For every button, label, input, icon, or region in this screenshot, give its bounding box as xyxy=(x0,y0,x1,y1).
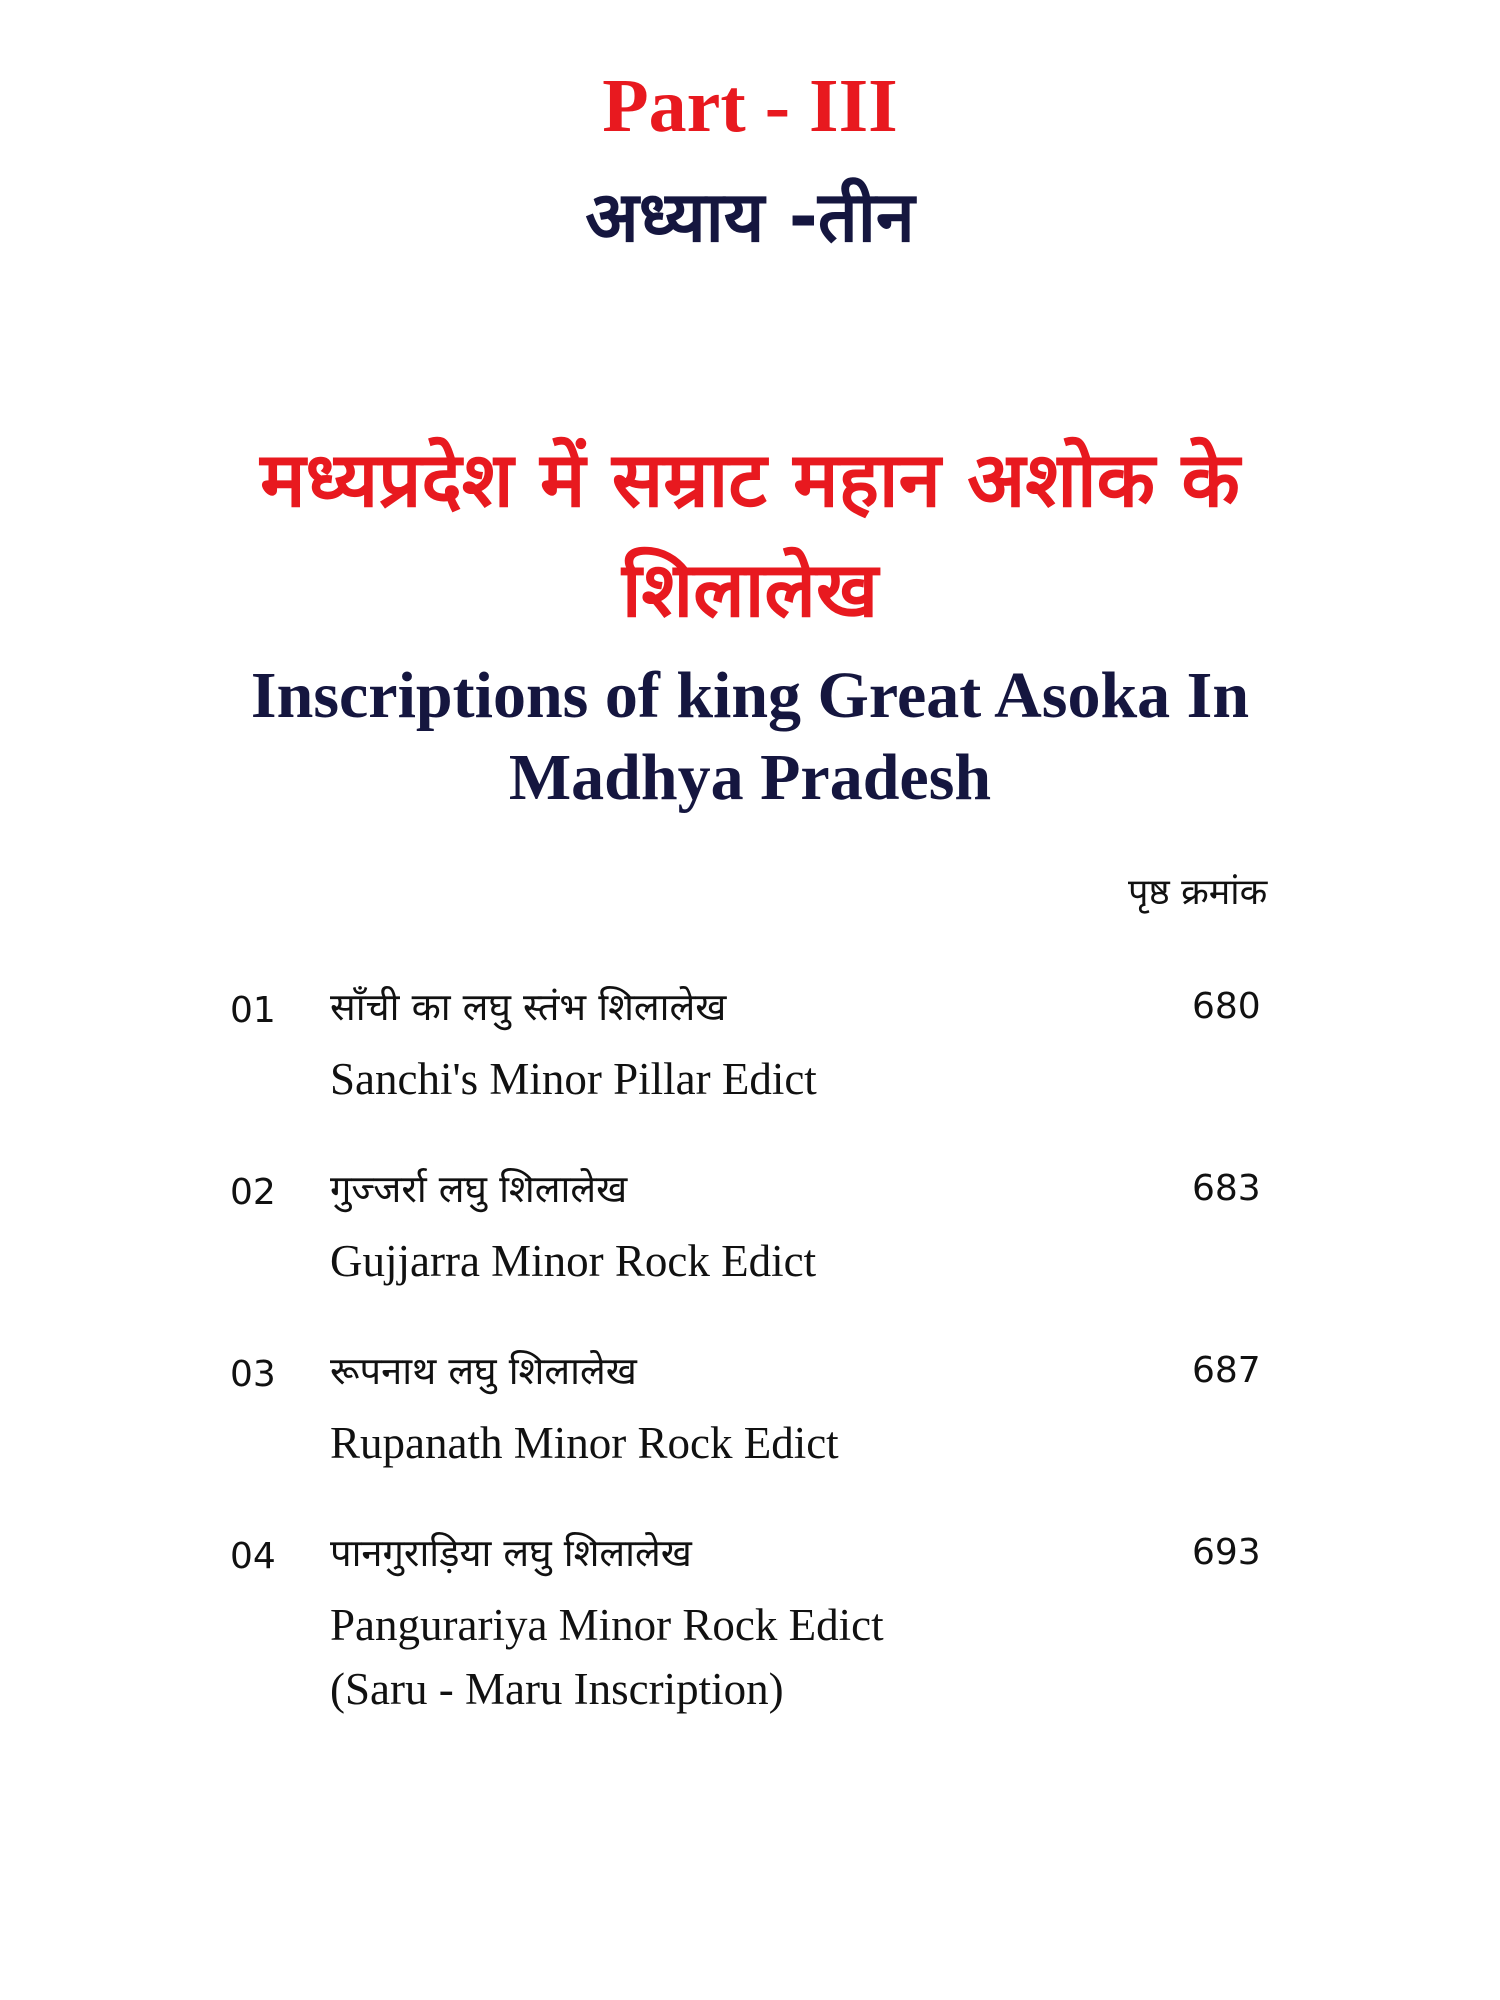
toc-entry-english-title xyxy=(330,1229,816,1293)
toc-entry-page-number: 683 xyxy=(1192,1168,1261,1209)
hindi-title-line-1: मध्यप्रदेश में सम्राट महान अशोक के xyxy=(260,435,1240,524)
toc-entry-english-title xyxy=(330,1047,817,1111)
english-title xyxy=(100,655,1400,819)
english-title-line-1: Inscriptions of king Great Asoka In xyxy=(250,659,1250,732)
toc-entry-hindi-title: रूपनाथ लघु शिलालेख xyxy=(330,1349,637,1393)
toc-entry-english-line-1: Rupanath Minor Rock Edict xyxy=(330,1418,839,1468)
toc-entry-number: 02 xyxy=(230,1172,276,1213)
toc-entry-english-line-2: (Saru - Maru Inscription) xyxy=(330,1664,784,1714)
toc-entry-page-number: 680 xyxy=(1192,986,1261,1027)
toc-entry-hindi-title: पानगुराड़िया लघु शिलालेख xyxy=(330,1531,692,1575)
toc-entry-number: 01 xyxy=(230,990,276,1031)
toc-entry-english-title xyxy=(330,1593,884,1721)
toc-entry xyxy=(0,1349,1500,1531)
toc-entry-page-number: 693 xyxy=(1192,1532,1261,1573)
toc-entry xyxy=(0,985,1500,1167)
toc-entry-english-line-1: Pangurariya Minor Rock Edict xyxy=(330,1600,884,1650)
page-number-column-header: पृष्ठ क्रमांक xyxy=(1128,872,1268,913)
toc-entry-hindi-title: साँची का लघु स्तंभ शिलालेख xyxy=(330,985,727,1029)
hindi-title xyxy=(150,425,1350,645)
hindi-title-line-2: शिलालेख xyxy=(621,545,879,634)
toc-entry xyxy=(0,1531,1500,1713)
toc-entry-english-title xyxy=(330,1411,839,1475)
toc-entry-number: 04 xyxy=(230,1536,276,1577)
table-of-contents xyxy=(0,985,1500,1713)
english-title-line-2: Madhya Pradesh xyxy=(508,741,992,814)
toc-entry xyxy=(0,1167,1500,1349)
toc-entry-english-line-1: Sanchi's Minor Pillar Edict xyxy=(330,1054,817,1104)
toc-entry-english-line-1: Gujjarra Minor Rock Edict xyxy=(330,1236,817,1286)
toc-entry-hindi-title: गुज्जर्रा लघु शिलालेख xyxy=(330,1167,628,1211)
toc-entry-page-number: 687 xyxy=(1192,1350,1261,1391)
part-heading: Part - III xyxy=(602,64,898,148)
toc-entry-number: 03 xyxy=(230,1354,276,1395)
chapter-heading: अध्याय -तीन xyxy=(585,176,915,258)
